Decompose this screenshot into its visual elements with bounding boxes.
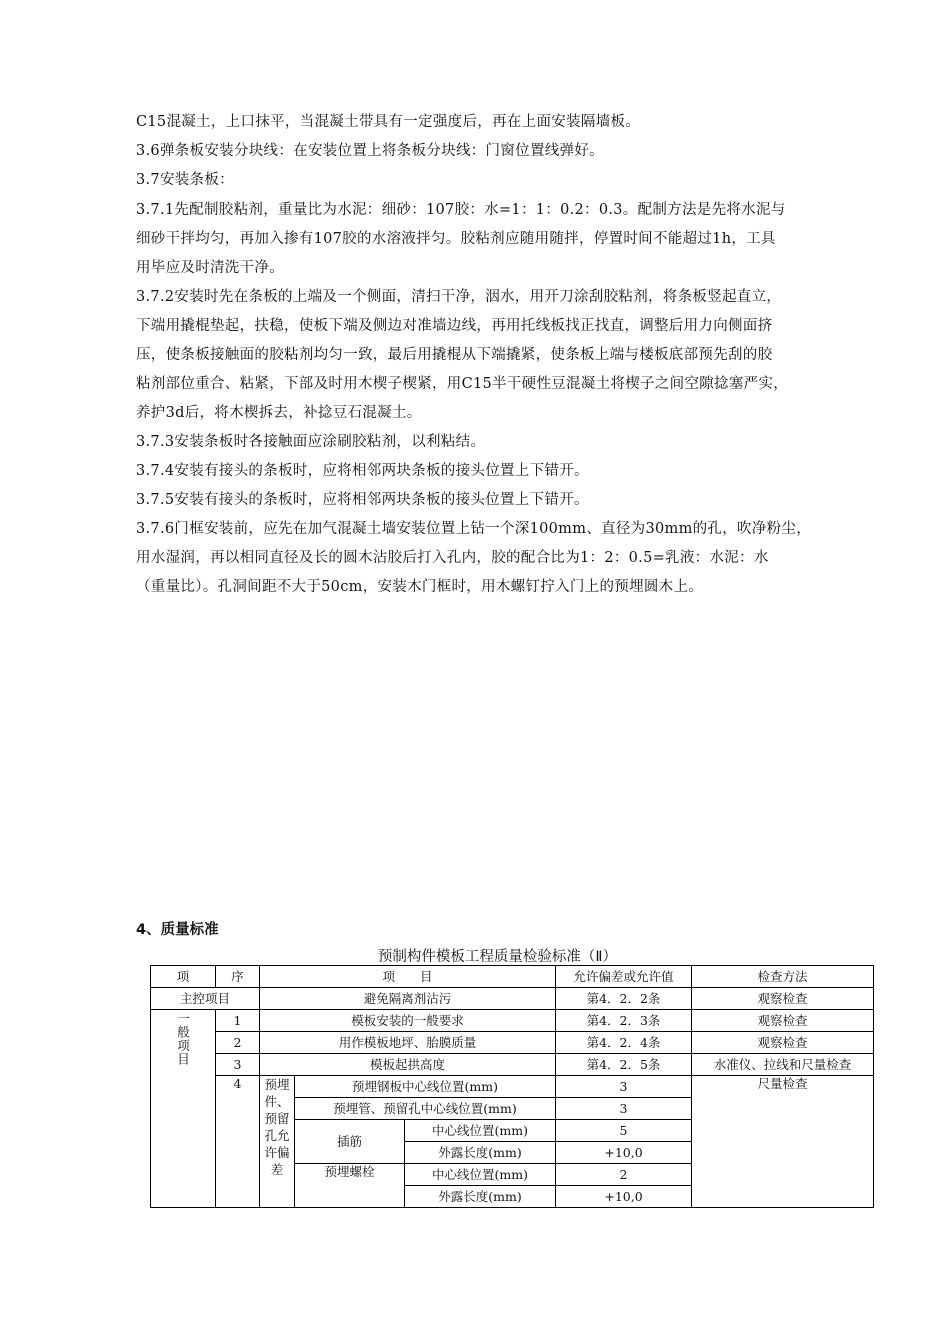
- general-items-text: 一般项目: [175, 1012, 191, 1066]
- paragraph-line: 3.7.1先配制胶粘剂，重量比为水泥：细砂：107胶：水=1：1：0.2：0.3。配制方法是先将水泥与: [136, 202, 786, 218]
- sub-item: 外露长度(mm): [405, 1186, 556, 1208]
- paragraph-line: 3.6弹条板安装分块线：在安装位置上将条板分块线：门窗位置线弹好。: [136, 143, 604, 159]
- table-header-row: [151, 966, 874, 988]
- paragraph-line: 粘剂部位重合、粘紧，下部及时用木楔子楔紧，用C15半干硬性豆混凝土将楔子之间空隙捻塞严实，: [136, 376, 789, 392]
- embedded-parts-text: 预埋件、预留孔允许偏差: [264, 1077, 290, 1177]
- row-seq: 2: [216, 1032, 260, 1054]
- table-row: [151, 1010, 874, 1032]
- row-item: 模板起拱高度: [260, 1054, 556, 1076]
- header-item: 项 目: [260, 966, 556, 988]
- row-item: 用作模板地坪、胎膜质量: [260, 1032, 556, 1054]
- sub-item: 预埋管、预留孔中心线位置(mm): [295, 1098, 556, 1120]
- row-method: 观察检查: [692, 1032, 874, 1054]
- row4-method: 尺量检查: [692, 1076, 874, 1208]
- sub-tolerance: 3: [556, 1076, 692, 1098]
- main-control-label: 主控项目: [151, 988, 260, 1010]
- main-control-tolerance: 第4．2．2条: [556, 988, 692, 1010]
- row-tolerance: 第4．2．3条: [556, 1010, 692, 1032]
- paragraph-line: 养护3d后，将木楔拆去，补捻豆石混凝土。: [136, 405, 422, 421]
- header-tolerance: 允许偏差或允许值: [556, 966, 692, 988]
- quality-standard-table: [150, 965, 874, 1208]
- paragraph-line: 3.7.6门框安装前，应先在加气混凝土墙安装位置上钻一个深100mm、直径为30mm的孔，吹净粉尘，: [136, 521, 812, 537]
- table-row: [151, 1054, 874, 1076]
- sub-tolerance: +10,0: [556, 1142, 692, 1164]
- paragraph-line: 用水湿润，再以相同直径及长的圆木沾胶后打入孔内，胶的配合比为1：2：0.5=乳液：水泥：水: [136, 550, 769, 566]
- row-item: 模板安装的一般要求: [260, 1010, 556, 1032]
- sub-item: 中心线位置(mm): [405, 1120, 556, 1142]
- main-control-method: 观察检查: [692, 988, 874, 1010]
- row-seq: 4: [216, 1076, 260, 1208]
- paragraph-line: C15混凝土，上口抹平，当混凝土带具有一定强度后，再在上面安装隔墙板。: [136, 114, 641, 130]
- embedded-parts-label: [260, 1076, 295, 1208]
- paragraph-line: 3.7.4安装有接头的条板时，应将相邻两块条板的接头位置上下错开。: [136, 463, 589, 479]
- row-tolerance: 第4．2．5条: [556, 1054, 692, 1076]
- sub-group-label: 插筋: [295, 1120, 405, 1164]
- paragraph-line: 用毕应及时清洗干净。: [136, 260, 284, 276]
- header-xiang: 项: [151, 966, 216, 988]
- main-control-item: 避免隔离剂沾污: [260, 988, 556, 1010]
- sub-item: 中心线位置(mm): [405, 1164, 556, 1186]
- table-title: 预制构件模板工程质量检验标准（Ⅱ）: [377, 949, 618, 965]
- row-seq: 1: [216, 1010, 260, 1032]
- paragraph-line: 3.7安装条板：: [136, 172, 234, 188]
- paragraph-line: 3.7.5安装有接头的条板时，应将相邻两块条板的接头位置上下错开。: [136, 492, 589, 508]
- paragraph-line: 3.7.2安装时先在条板的上端及一个侧面，清扫干净，洇水，用开刀涂刮胶粘剂，将条板竖起直立，: [136, 289, 782, 305]
- row-method: 观察检查: [692, 1010, 874, 1032]
- row-tolerance: 第4．2．4条: [556, 1032, 692, 1054]
- section-heading: 4、质量标准: [136, 922, 219, 938]
- table-row: [151, 1032, 874, 1054]
- table-row: [151, 988, 874, 1010]
- sub-tolerance: +10,0: [556, 1186, 692, 1208]
- sub-group-label: 预埋螺栓: [295, 1164, 405, 1208]
- paragraph-line: （重量比）。孔洞间距不大于50cm，安装木门框时，用木螺钉拧入门上的预埋圆木上。: [136, 579, 704, 595]
- row-method: 水准仪、拉线和尺量检查: [692, 1054, 874, 1076]
- sub-tolerance: 2: [556, 1164, 692, 1186]
- paragraph-line: 细砂干拌均匀，再加入掺有107胶的水溶液拌匀。胶粘剂应随用随拌，停置时间不能超过1h，工具: [136, 231, 776, 247]
- general-items-label: [151, 1010, 216, 1208]
- paragraph-line: 下端用撬棍垫起，扶稳，使板下端及侧边对准墙边线，再用托线板找正找直，调整后用力向侧面挤: [136, 318, 773, 334]
- header-method: 检查方法: [692, 966, 874, 988]
- sub-tolerance: 3: [556, 1098, 692, 1120]
- row-seq: 3: [216, 1054, 260, 1076]
- paragraph-line: 压，使条板接触面的胶粘剂均匀一致，最后用撬棍从下端撬紧，使条板上端与楼板底部预先刮的胶: [136, 347, 773, 363]
- sub-tolerance: 5: [556, 1120, 692, 1142]
- sub-item: 预埋钢板中心线位置(mm): [295, 1076, 556, 1098]
- table-row: [151, 1076, 874, 1098]
- paragraph-line: 3.7.3安装条板时各接触面应涂刷胶粘剂，以利粘结。: [136, 434, 486, 450]
- sub-item: 外露长度(mm): [405, 1142, 556, 1164]
- header-xu: 序: [216, 966, 260, 988]
